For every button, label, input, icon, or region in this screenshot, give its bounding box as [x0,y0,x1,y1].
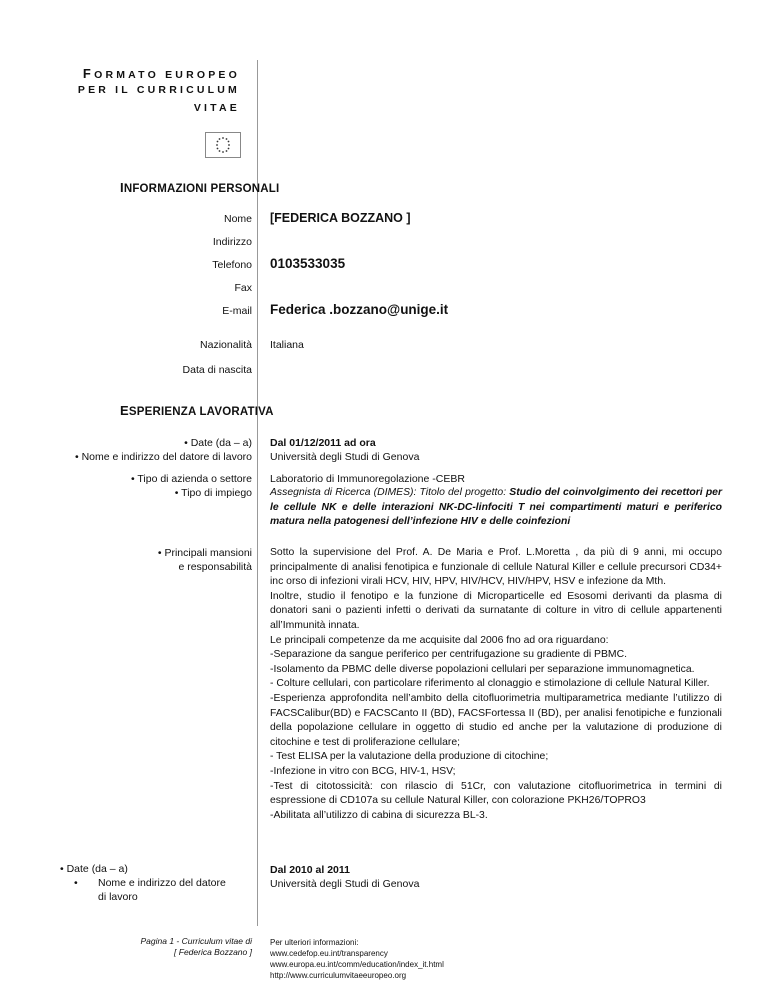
entry1-sector-value: Laboratorio di Immunoregolazione -CEBR [270,473,465,485]
entry2-date-label: • Date (da – a) [60,863,128,875]
duty-paragraph: Le principali competenze da me acquisite dal 2006 fno ad ora riguardano: [270,634,609,646]
footer-info-label: Per ulteriori informazioni: [270,938,359,947]
entry2-employer-value: Università degli Studi di Genova [270,878,420,890]
section-work-experience: ESPERIENZA LAVORATIVA [120,403,274,418]
entry1-employer-label: • Nome e indirizzo del datore di lavoro [74,451,252,463]
duty-paragraph: -Test di citotossicità: con rilascio di 51Cr, con valutazione citofluorimetrica in termini di espressione di CD107a su cellule Natural Killer, con colorazione PKH26/TOPRO3 [270,780,722,807]
nascita-label: Data di nascita [182,364,252,376]
section-personal-info: INFORMAZIONI PERSONALI [120,180,280,195]
email-value: Federica .bozzano@unige.it [270,302,449,317]
duty-paragraph: Sotto la supervisione del Prof. A. De Maria e Prof. L.Moretta , da più di 9 anni, mi occupo principalmente di analisi fenotipica e funzionale di cellule Natural Killer e cellule precursori CD34+ inc orso di infezioni virali HCV, HIV, HPV, HIV/HCV, HIV/HPV, HSV e infezione da Mth. [270,547,722,588]
entry2-date-value: Dal 2010 al 2011 [270,864,350,876]
eu-flag-icon [205,132,241,158]
entry2-employer-label-2: di lavoro [98,891,138,903]
email-label: E-mail [222,305,252,317]
indirizzo-label: Indirizzo [212,236,252,248]
footer-page-info: Pagina 1 - Curriculum vitae di [ Federica Bozzano ] [140,936,252,957]
cv-title-line-1: FORMATO EUROPEO [82,66,240,81]
bullet-icon: • [74,877,78,889]
footer-link[interactable]: http://www.curriculumvitaeeuropeo.org [270,971,407,980]
nazionalita-value: Italiana [270,339,304,351]
nome-value: [FEDERICA BOZZANO ] [270,211,411,225]
footer-links [270,937,444,981]
duty-paragraph: Inoltre, studio il fenotipo e la funzione di Microparticelle ed Esosomi derivanti da plasma di donatori sani o pazienti infetti o derivati da surnatante di colture in vitro di cellule appartenenti all’Immunità innata. [270,590,722,631]
entry1-job-value: Assegnista di Ricerca (DIMES): Titolo del progetto: Studio del coinvolgimento dei recettori per le cellule NK e delle interazioni NK-DC-linfociti T nei compartimenti maturi e periferico matura nella patogenesi dell’infezione HIV e delle coinfezioni [270,487,722,528]
duty-paragraph: -Infezione in vitro con BCG, HIV-1, HSV; [270,765,456,777]
entry1-duties-label-2: e responsabilità [178,561,252,573]
telefono-label: Telefono [212,259,252,271]
entry1-date-label: • Date (da – a) [184,437,252,449]
entry1-sector-label: • Tipo di azienda o settore [130,473,252,485]
duty-paragraph: - Colture cellulari, con particolare riferimento al clonaggio e stimolazione di cellule Natural Killer. [270,678,710,690]
fax-label: Fax [234,282,252,294]
entry1-employer-value: Università degli Studi di Genova [270,451,420,463]
cv-title-line-3: VITAE [193,102,240,114]
entry1-duties-label-1: • Principali mansioni [157,547,252,559]
duty-paragraph: -Esperienza approfondita nell’ambito della citofluorimetria multiparametrica mediante l’utilizzo di FACSCalibur(BD) e FACSCanto II (BD), FACSFortessa II (BD), per analisi fenotipiche e funzionali della popolazione cellulare in oggetto di studio ed anche per la valutazione di produzione di citochine e test di proliferazione cellulare; [270,692,722,748]
entry1-duties [270,546,722,823]
duty-paragraph: -Abilitata all’utilizzo di cabina di sicurezza BL-3. [270,809,488,821]
entry1-job-label: • Tipo di impiego [174,487,252,499]
footer-link[interactable]: www.cedefop.eu.int/transparency [270,949,388,958]
entry2-employer-label-1: Nome e indirizzo del datore [98,877,226,889]
nome-label: Nome [223,213,252,225]
telefono-value: 0103533035 [270,256,346,271]
duty-paragraph: -Isolamento da PBMC delle diverse popolazioni cellulari per separazione immunomagnetica. [270,663,695,675]
duty-paragraph: - Test ELISA per la valutazione della produzione di citochine; [270,751,549,763]
cv-title-line-2: PER IL CURRICULUM [77,84,240,96]
duty-paragraph: -Separazione da sangue periferico per centrifugazione su gradiente di PBMC. [270,649,627,661]
entry1-date-value: Dal 01/12/2011 ad ora [270,437,376,449]
footer-link[interactable]: www.europa.eu.int/comm/education/index_it.html [270,960,444,969]
nazionalita-label: Nazionalità [200,339,252,351]
